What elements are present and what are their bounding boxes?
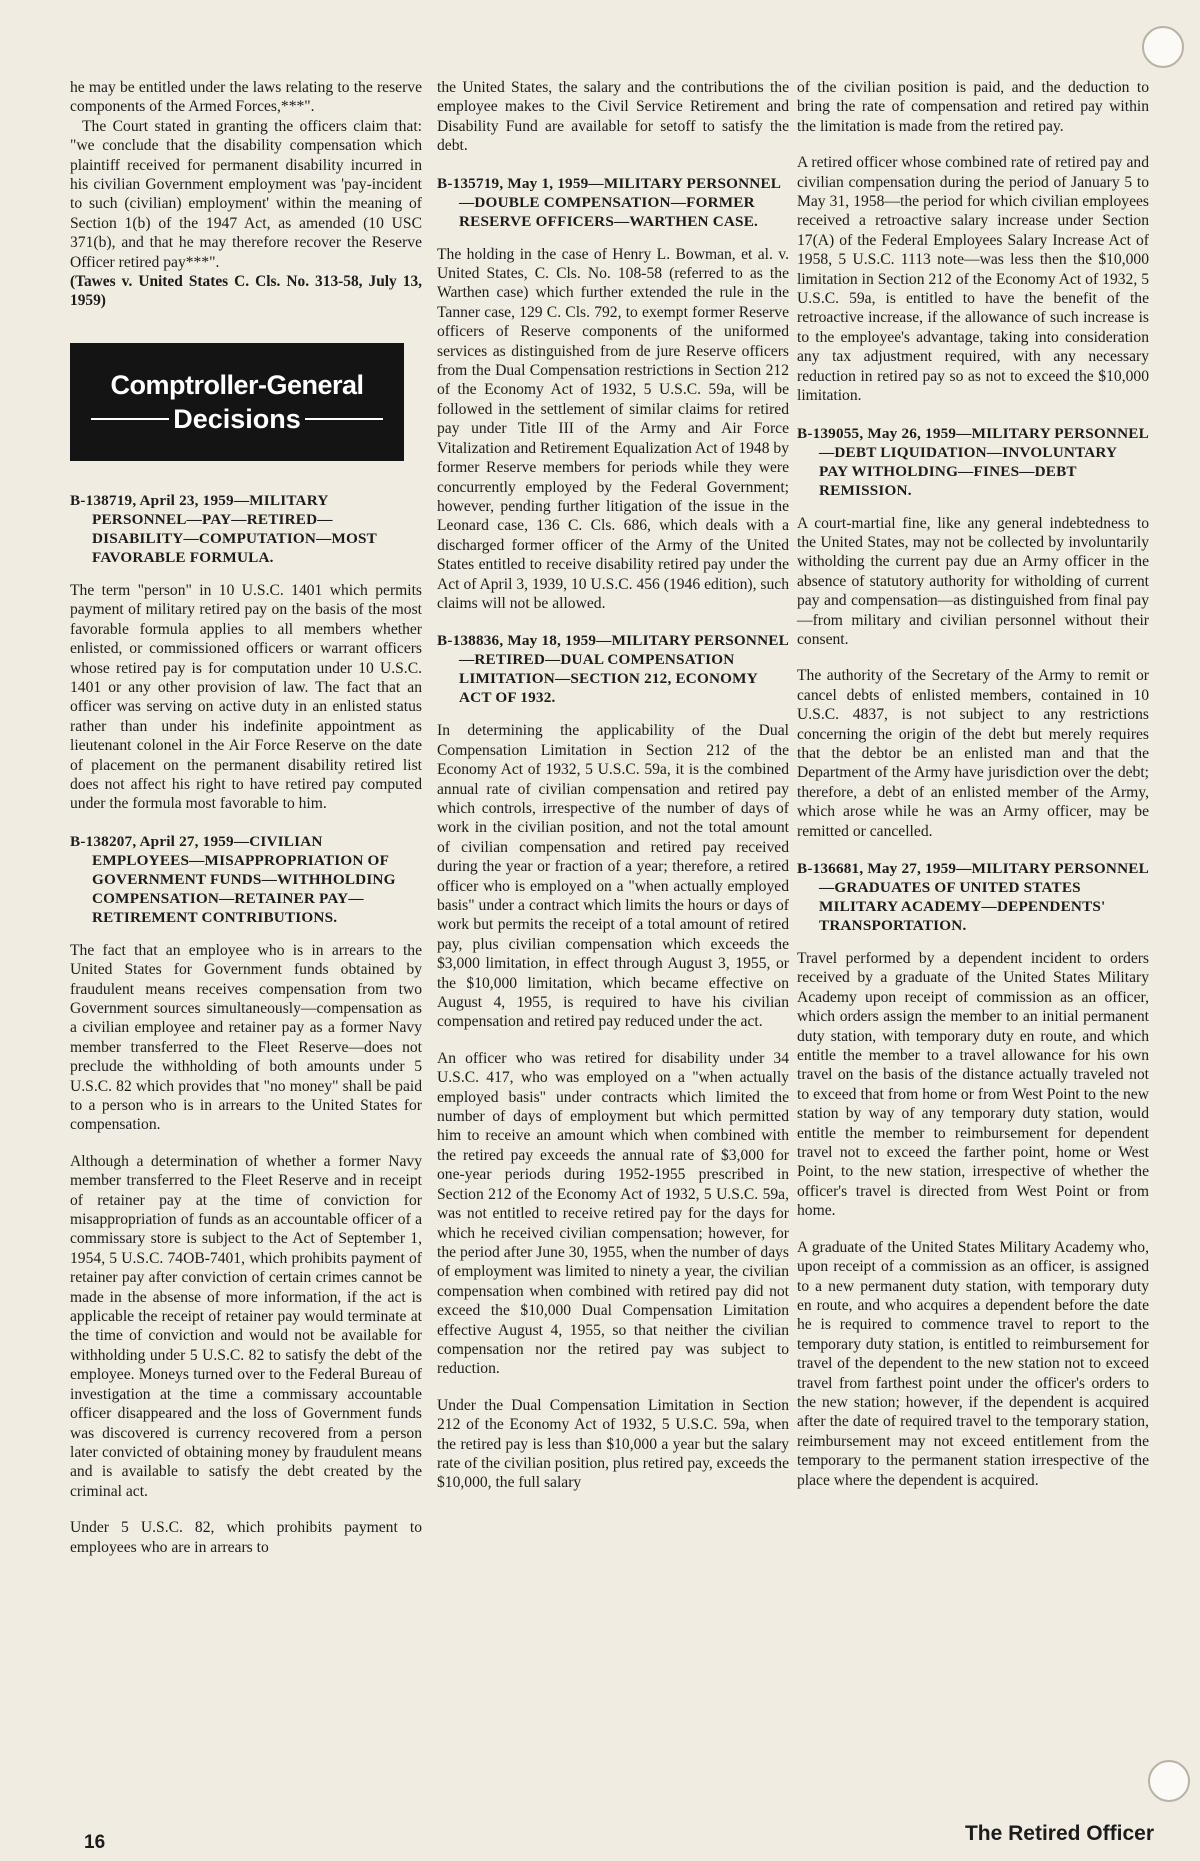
paragraph: Under the Dual Compensation Limitation in Section 212 of the Economy Act of 1932, 5 U.S.C. 59a, when the retired pay is less than $10,000 a year but the salary rate of the civilian position, plus retired pay, exceeds the $10,000, the full salary bbox=[437, 1396, 789, 1492]
paragraph: Although a determination of whether a former Navy member transferred to the Fleet Reserve and in receipt of retainer pay at the time of conviction for misappropriation of funds as an accountable officer of a commissary store is subject to the Act of September 1, 1954, 5 U.S.C. 74OB-7401, which prohibits payment of retainer pay after conviction of certain crimes cannot be made in the absense of more information, if the act is applicable the receipt of retainer pay would terminate at the time of conviction and would not be available for withholding under 5 U.S.C. 82 to satisfy the debt of the employee. Moneys turned over to the Federal Bureau of investigation at the time a commissary accountable officer disappeared and the loss of Government funds was discovered is currency recovered from a person later convicted of obtaining money by fraudulent means and is available to satisfy the debt created by the criminal act. bbox=[70, 1152, 422, 1500]
decision-heading: B-139055, May 26, 1959—MILITARY PERSONNEL—DEBT LIQUIDATION—INVOLUNTARY PAY WITHOLDING—FINES—DEBT REMISSION. bbox=[797, 424, 1149, 499]
paragraph: Under 5 U.S.C. 82, which prohibits payment to employees who are in arrears to bbox=[70, 1519, 422, 1556]
decision-heading: B-138719, April 23, 1959—MILITARY PERSONNEL—PAY—RETIRED—DISABILITY—COMPUTATION—MOST FAVORABLE FORMULA. bbox=[70, 491, 377, 566]
paragraph: A court-martial fine, like any general indebtedness to the United States, may not be collected by involuntarily witholding the current pay due an Army officer in the absence of statutory authority for witholding of current pay and compensation—as distinguished from final pay—from military and civilian personnel without their consent. bbox=[797, 514, 1149, 648]
magazine-title: The Retired Officer bbox=[964, 1822, 1154, 1845]
paragraph: The term "person" in 10 U.S.C. 1401 which permits payment of military retired pay on the basis of the most favorable formula applies to all members whether enlisted, or commissioned officers or warrant officers whose retired pay is for computation under 10 U.S.C. 1401 or any other provision of law. The fact that an officer was serving on active duty in an enlisted status rather than under his indefinite appointment as lieutenant colonel in the Air Force Reserve on the date of placement on the permanent disability retired list does not affect his right to have retired pay computed under the formula most favorable to him. bbox=[70, 581, 422, 813]
paragraph: The fact that an employee who is in arrears to the United States for Government funds obtained by fraudulent means receives compensation from two Government sources simultaneously—compensation as a civilian employee and retainer pay as a former Navy member transferred to the Fleet Reserve—does not preclude the withholding of both amounts under 5 U.S.C. 82 which provides that "no money" shall be paid to a person who is in arrears to the United States for compensation. bbox=[70, 941, 422, 1134]
column-middle bbox=[437, 78, 789, 1493]
binder-hole bbox=[1142, 26, 1184, 68]
column-right bbox=[797, 78, 1149, 1490]
paragraph: A graduate of the United States Military Academy who, upon receipt of a commission as an officer, is assigned to a new permanent duty station, with temporary duty en route, and who acquires a dependent before the date he is required to commence travel to report to the temporary duty station, is entitled to reimbursement for travel of the dependent to the new station not to exceed travel from farthest point under the officer's orders to the new station; however, if the dependent is acquired after the date of required travel to the temporary station, reimbursement may not exceed entitlement from the temporary to the permanent station irrespective of the place where the dependent is acquired. bbox=[797, 1238, 1149, 1489]
banner-title-line2: Decisions bbox=[87, 402, 387, 436]
paragraph: the United States, the salary and the contributions the employee makes to the Civil Service Retirement and Disability Fund are available for setoff to satisfy the debt. bbox=[437, 79, 789, 155]
banner-title-line1: Comptroller-General bbox=[110, 369, 364, 400]
decision-heading: B-135719, May 1, 1959—MILITARY PERSONNEL—DOUBLE COMPENSATION—FORMER RESERVE OFFICERS—WARTHEN CASE. bbox=[437, 174, 782, 230]
paragraph: Travel performed by a dependent incident to orders received by a graduate of the United States Military Academy upon receipt of commission as an officer, which orders assign the member to an initial permanent duty station, with temporary duty en route, and which entitle the member to a travel allowance for his own travel on the basis of the distance actually traveled not to exceed that from home or from West Point to the new station by way of any temporary duty station, would entitle the member to reimbursement for dependent travel not to exceed the farther point, home or West Point, to the new station, irrespective of whether the officer's travel is directed from West Point or from home. bbox=[797, 950, 1149, 1220]
decision-heading: B-138207, April 27, 1959—CIVILIAN EMPLOYEES—MISAPPROPRIATION OF GOVERNMENT FUNDS—WITHHOLDING COMPENSATION—RETAINER PAY—RETIREMENT CONTRIBUTIONS. bbox=[70, 832, 396, 926]
paragraph: An officer who was retired for disability under 34 U.S.C. 417, who was employed on a "when actually employed basis" under contracts which limited the number of days of employment but which permitted him to receive an amount which when combined with the retired pay exceeds the annual rate of $3,000 for one-year periods during 1952-1955 prescribed in Section 212 of the Economy Act of 1932, 5 U.S.C. 59a, was not entitled to receive retired pay for the days for which he received civilian compensation; however, for the period after June 30, 1955, when the number of days of employment was limited to ninety a year, the civilian compensation when combined with retired pay did not exceed the $10,000 Dual Compensation Limitation effective August 4, 1955, so that neither the civilian compensation nor the retired pay was subject to reduction. bbox=[437, 1049, 789, 1378]
paragraph: he may be entitled under the laws relating to the reserve components of the Armed Forces,***". bbox=[70, 79, 422, 116]
section-banner bbox=[70, 343, 404, 461]
paragraph: The holding in the case of Henry L. Bowman, et al. v. United States, C. Cls. No. 108-58 (referred to as the Warthen case) which further extended the rule in the Tanner case, 129 C. Cls. 792, to exempt former Reserve officers of Reserve components of the uniformed services as distinguished from de jure Reserve officers from the Dual Compensation restrictions in Section 212 of the Economy Act of 1932, 5 U.S.C. 59a, will be followed in the settlement of similar claims for retired pay under Title III of the Army and Air Force Vitalization and Retirement Equalization Act of 1948 by former Reserve members for periods while they were concurrently employed by the Federal Government; however, pending further litigation of the issue in the Leonard case, 136 C. Cls. 686, which deals with a discharged former officer of the Army of the United States entitled to receive disability retired pay under the Act of April 3, 1939, 10 U.S.C. 456 (1946 edition), such claims will not be allowed. bbox=[437, 245, 789, 612]
paragraph: The Court stated in granting the officers claim that: "we conclude that the disability compensation which plaintiff received for permanent disability incurred in his civilian Government employment was 'pay-incident to such (civilian) employment' within the meaning of Section 1(b) of the 1947 Act, as amended (10 USC 371(b), and that he may therefore recover the Reserve Officer retired pay***". bbox=[70, 117, 422, 271]
binder-hole bbox=[1148, 1760, 1190, 1802]
paragraph: The authority of the Secretary of the Army to remit or cancel debts of enlisted members, contained in 10 U.S.C. 4837, is not subject to any restrictions concerning the origin of the debt but merely requires that the debtor be an enlisted man and that the Department of the Army have jurisdiction over the debt; therefore, a debt of an enlisted member of the Army, which arose while he was an Army officer, may be remitted or cancelled. bbox=[797, 667, 1149, 840]
paragraph: of the civilian position is paid, and the deduction to bring the rate of compensation and retired pay within the limitation is made from the retired pay. bbox=[797, 79, 1149, 135]
decision-heading: B-138836, May 18, 1959—MILITARY PERSONNEL—RETIRED—DUAL COMPENSATION LIMITATION—SECTION 212, ECONOMY ACT OF 1932. bbox=[437, 632, 789, 707]
page-number: 16 bbox=[84, 1832, 106, 1853]
case-citation: (Tawes v. United States C. Cls. No. 313-58, July 13, 1959) bbox=[70, 273, 422, 310]
paragraph: In determining the applicability of the Dual Compensation Limitation in Section 212 of the Economy Act of 1932, 5 U.S.C. 59a, it is the combined annual rate of civilian compensation and retired pay which controls, irrespective of the number of days of work in the civilian position, and not the total amount of civilian compensation and retired pay received during the year or fraction of a year; therefore, a retired officer who is employed on a "when actually employed basis" under a contract which limits the hours or days of work but permits the receipt of a total amount of retired pay, plus civilian compensation which exceeds the $3,000 limitation, in effect through August 3, 1955, or the $10,000 limitation, which became effective on August 4, 1955, is required to have his civilian compensation and retired pay reduced under the act. bbox=[437, 722, 789, 1031]
column-left bbox=[70, 78, 422, 1557]
paragraph: A retired officer whose combined rate of retired pay and civilian compensation during the period of January 5 to May 31, 1958—the period for which civilian employees received a retroactive salary increase under Section 17(A) of the Federal Employees Salary Increase Act of 1958, 5 U.S.C. 1113 note—was less then the $10,000 limitation in Section 212 of the Economy Act of 1932, 5 U.S.C. 59a, is entitled to have the benefit of the retroactive increase, if the allowance of such increase is to the employee's advantage, taking into consideration any tax adjustment required, with any necessary reduction in retired pay so as not to exceed the $10,000 limitation. bbox=[797, 154, 1149, 405]
decision-heading: B-136681, May 27, 1959—MILITARY PERSONNEL—GRADUATES OF UNITED STATES MILITARY ACADEMY—DEPENDENTS' TRANSPORTATION. bbox=[797, 860, 1149, 934]
